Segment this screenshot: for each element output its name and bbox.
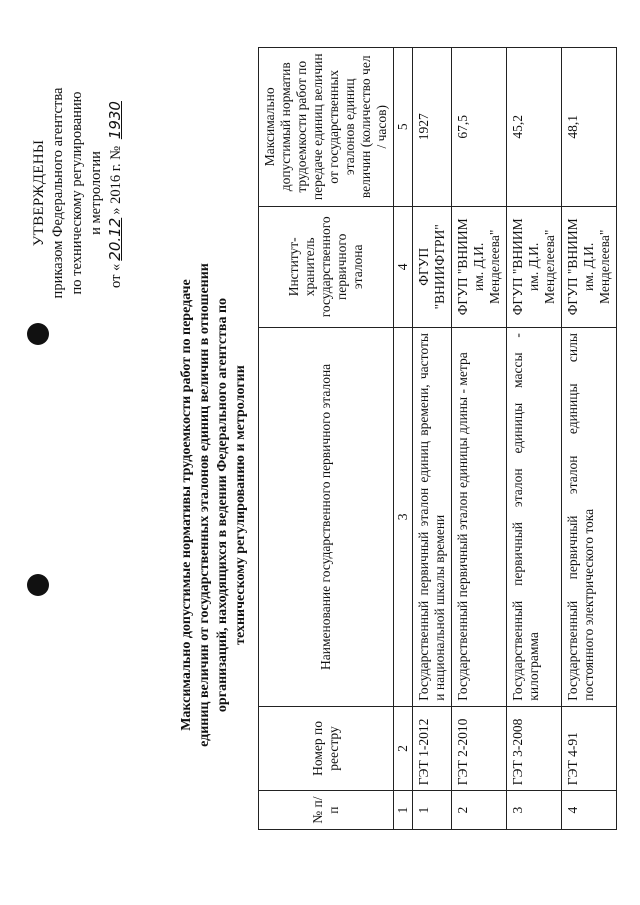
date-prefix: от «	[108, 263, 124, 288]
approval-line-1: приказом Федерального агентства	[50, 87, 66, 299]
standard-name: Государственный первичный эталон единиц времени, частоты и национальной шкалы времени	[413, 328, 452, 707]
approval-date-line	[106, 73, 126, 313]
approval-line-3: и метрологии	[88, 151, 104, 235]
registry-number: ГЭТ 2-2010	[452, 706, 507, 791]
header-number: № п/п	[259, 791, 394, 830]
header-registry: Номер по реестру	[259, 706, 394, 791]
standards-table	[258, 47, 617, 830]
document-title: Максимально допустимые нормативы трудоемкости работ по передаче единиц величин от государственных эталонов единиц величин в отношении организаций, находящихся в ведении Федерального агентства по техническому регулированию и метрологии	[179, 263, 248, 747]
approval-line-2: по техническому регулированию	[69, 91, 85, 295]
registry-number: ГЭТ 4-91	[562, 706, 617, 791]
institute-name: ФГУП "ВНИИМ им. Д.И. Менделеева"	[562, 206, 617, 328]
handwritten-order-number: 1930	[106, 101, 124, 140]
norm-value: 67,5	[452, 48, 507, 207]
standard-name: Государственный первичный эталон единицы массы - килограмма	[507, 328, 562, 707]
column-number: 4	[394, 206, 413, 328]
column-number: 3	[394, 328, 413, 707]
header-norm: Максимально допустимый норматив трудоемкости работ по передаче единиц величин от государственных эталонов единиц величин (количество чел / часов)	[259, 48, 394, 207]
table-header-row	[259, 48, 394, 830]
row-number: 2	[452, 791, 507, 830]
row-number: 1	[413, 791, 452, 830]
standard-name: Государственный первичный эталон единицы длины - метра	[452, 328, 507, 707]
approval-stamp	[30, 73, 126, 313]
norm-value: 48,1	[562, 48, 617, 207]
institute-name: ФГУП "ВНИИФТРИ"	[413, 206, 452, 328]
column-number-row	[394, 48, 413, 830]
header-standard-name: Наименование государственного первичного эталона	[259, 328, 394, 707]
row-number: 4	[562, 791, 617, 830]
table-row	[452, 48, 507, 830]
handwritten-date: 20.12	[106, 217, 124, 261]
institute-name: ФГУП "ВНИИМ им. Д.И. Менделеева"	[452, 206, 507, 328]
date-middle: » 2016 г. №	[108, 145, 124, 215]
institute-name: ФГУП "ВНИИМ им. Д.И. Менделеева"	[507, 206, 562, 328]
norm-value: 45,2	[507, 48, 562, 207]
approval-heading: УТВЕРЖДЕНЫ	[31, 139, 47, 247]
registry-number: ГЭТ 1-2012	[413, 706, 452, 791]
row-number: 3	[507, 791, 562, 830]
norm-value: 1927	[413, 48, 452, 207]
column-number: 2	[394, 706, 413, 791]
table-row	[507, 48, 562, 830]
standard-name: Государственный первичный эталон единицы силы постоянного электрического тока	[562, 328, 617, 707]
table-row	[413, 48, 452, 830]
table-row	[562, 48, 617, 830]
header-institute: Институт-хранитель государственного первичного эталона	[259, 206, 394, 328]
registry-number: ГЭТ 3-2008	[507, 706, 562, 791]
column-number: 1	[394, 791, 413, 830]
column-number: 5	[394, 48, 413, 207]
